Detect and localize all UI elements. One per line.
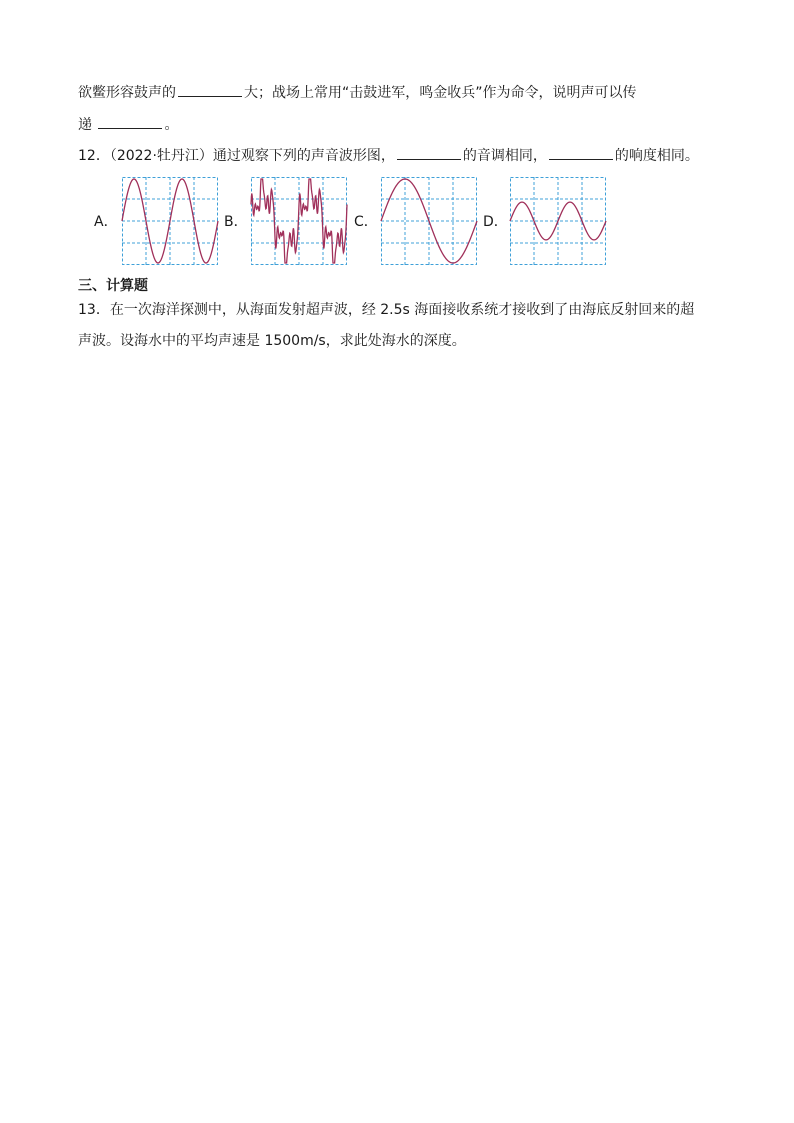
q13-line-1: 13．在一次海洋探测中，从海面发射超声波，经 2.5s 海面接收系统才接收到了由海底反射回来的超 xyxy=(78,302,695,318)
waveform-a xyxy=(122,177,218,265)
q12-line xyxy=(78,145,699,166)
q13-line-2: 声波。设海水中的平均声速是 1500m/s，求此处海水的深度。 xyxy=(78,333,466,349)
option-b-label: B． xyxy=(224,214,248,230)
q11-blank-2[interactable] xyxy=(98,114,162,129)
option-d-label: D． xyxy=(483,214,508,230)
section-heading: 三、计算题 xyxy=(78,278,148,294)
waveform-c xyxy=(381,177,477,265)
q12-text-c: 的响度相同。 xyxy=(614,148,699,164)
q11-line-1 xyxy=(78,82,637,103)
q11-text-c: 递 xyxy=(78,117,92,133)
waveform-d xyxy=(510,177,606,265)
q11-text-a: 欲鳖形容鼓声的 xyxy=(78,85,176,101)
q11-line-2 xyxy=(78,114,178,135)
option-c-label: C． xyxy=(354,214,378,230)
q12-blank-2[interactable] xyxy=(549,145,613,160)
waveform-b xyxy=(251,177,347,265)
q11-text-b: 大；战场上常用“击鼓进军，鸣金收兵”作为命令，说明声可以传 xyxy=(244,85,637,101)
q12-text-b: 的音调相同， xyxy=(462,148,547,164)
q12-text-a: 12．（2022·牡丹江）通过观察下列的声音波形图， xyxy=(78,148,395,164)
q12-blank-1[interactable] xyxy=(397,145,461,160)
option-a-label: A． xyxy=(94,214,118,230)
q11-text-d: 。 xyxy=(164,117,179,133)
q11-blank-1[interactable] xyxy=(178,82,242,97)
